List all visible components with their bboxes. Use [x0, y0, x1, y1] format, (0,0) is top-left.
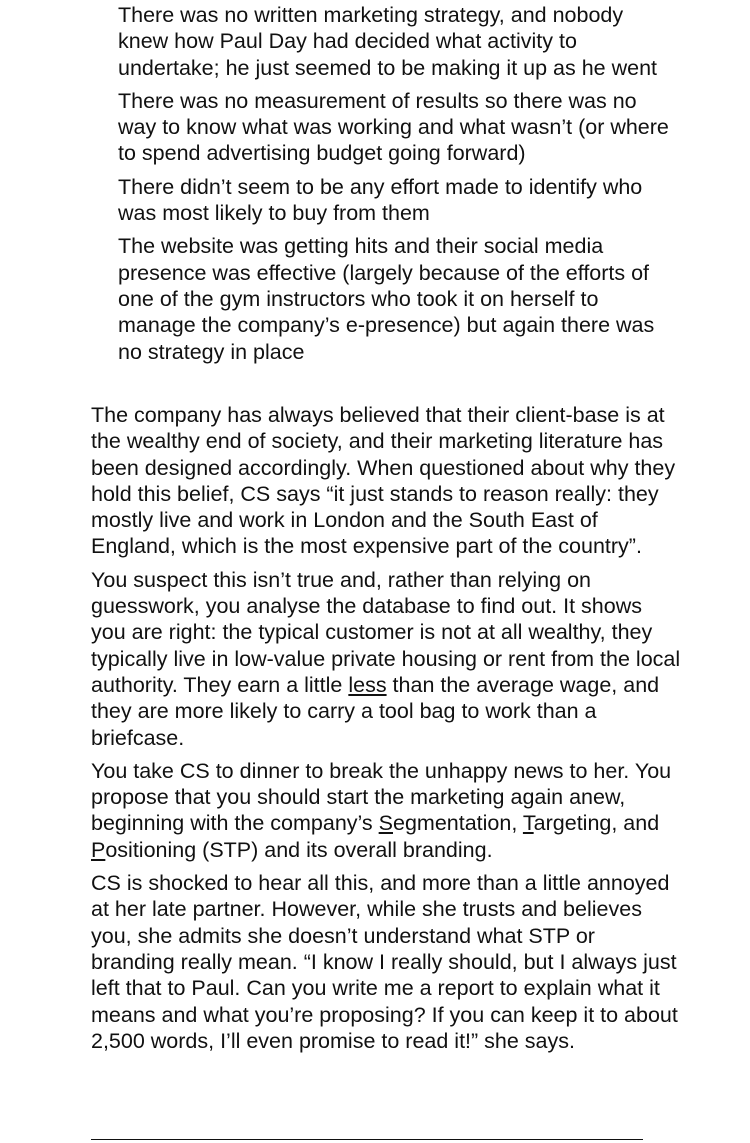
bottom-rule	[91, 1139, 643, 1140]
underlined-less: less	[348, 672, 387, 697]
finding-no-strategy: There was no written marketing strategy, and nobody knew how Paul Day had decided what activity to undertake; he just seemed to be making it up as he went	[118, 3, 658, 80]
positioning-rest: ositioning (STP) and its overall branding.	[105, 837, 493, 862]
underlined-t: T	[522, 811, 534, 836]
paragraph-stp-proposal	[91, 758, 681, 863]
paragraph-database-analysis	[91, 567, 681, 751]
underlined-p: P	[91, 837, 106, 862]
underlined-s: S	[378, 811, 393, 836]
segmentation-rest: egmentation,	[393, 811, 523, 836]
paragraph-database-analysis-end: than the average wage, and they are more likely to carry a tool bag to work than a briefcase.	[91, 672, 660, 750]
targeting-rest: argeting, and	[533, 811, 660, 836]
finding-no-targeting: There didn’t seem to be any effort made to identify who was most likely to buy from them	[118, 174, 643, 226]
finding-no-measurement: There was no measurement of results so there was no way to know what was working and what wasn’t (or where to spend advertising budget going forward)	[118, 88, 669, 166]
paragraph-report-request: CS is shocked to hear all this, and more than a little annoyed at her late partner. However, while she trusts and believes you, she admits she doesn’t understand what STP or branding really mean. “I know I really should, but I always just left that to Paul. Can you write me a report to explain what it means and what you’re proposing? If you can keep it to about 2,500 words, I’ll even promise to read it!” she says.	[91, 871, 678, 1053]
paragraph-stp-proposal-start: You take CS to dinner to break the unhappy news to her. You propose that you should start the marketing again anew, beginning with the company’s	[91, 758, 672, 836]
finding-website-social: The website was getting hits and their social media presence was effective (largely because of the efforts of one of the gym instructors who took it on herself to manage the company’s e-presence) but again there was no strategy in place	[118, 234, 655, 364]
body-text	[91, 402, 681, 1061]
findings-list	[118, 2, 678, 372]
paragraph-client-base: The company has always believed that their client-base is at the wealthy end of society, and their marketing literature has been designed accordingly. When questioned about why they hold this belief, CS says “it just stands to reason really: they mostly live and work in London and the South East of England, which is the most expensive part of the country”.	[91, 403, 676, 559]
paragraph-database-analysis-start: You suspect this isn’t true and, rather than relying on guesswork, you analyse the database to find out. It shows you are right: the typical customer is not at all wealthy, they typically live in low-value private housing or rent from the local authority. They earn a little	[91, 567, 681, 697]
